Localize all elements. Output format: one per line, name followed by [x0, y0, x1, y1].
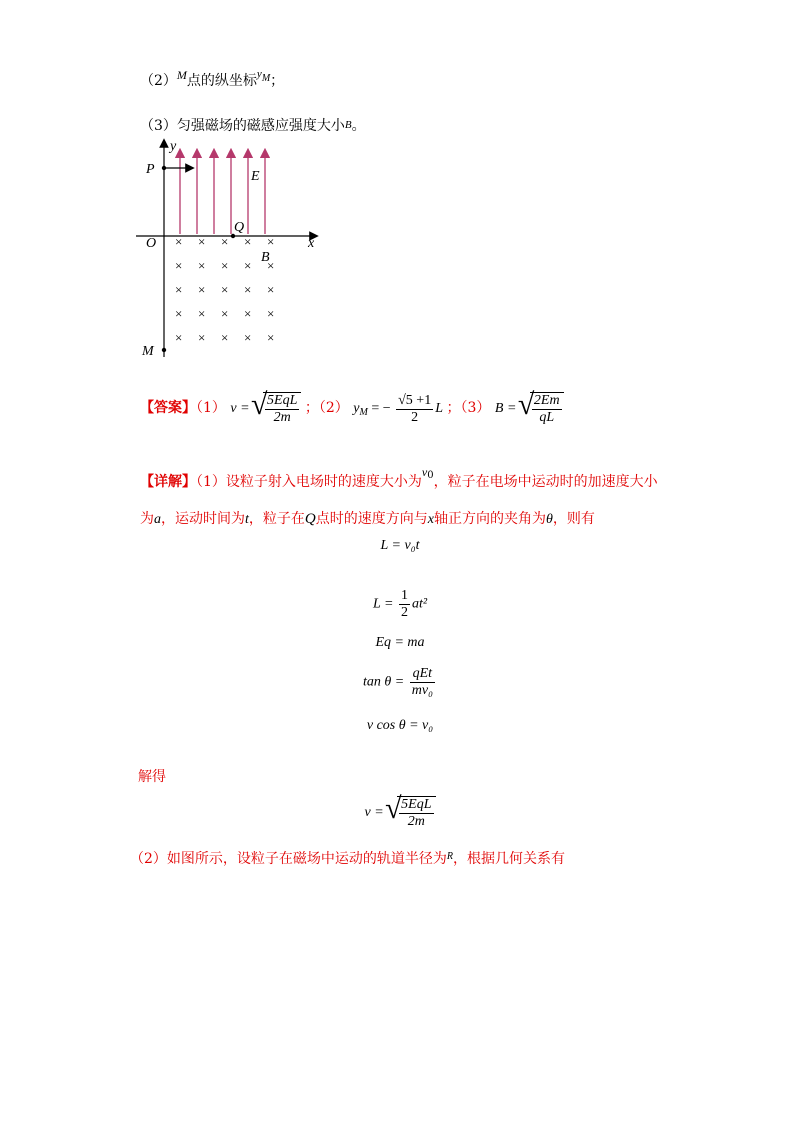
- part-2-line: （2）如图所示，设粒子在磁场中运动的轨道半径为$^R$，根据几何关系有: [130, 851, 566, 867]
- label-e: E: [251, 169, 260, 184]
- cross-mark: ×: [221, 306, 229, 321]
- point-p: [162, 166, 166, 170]
- equation-3: Eq = ma: [375, 635, 425, 650]
- question-3: （3）匀强磁场的磁感应强度大小B。: [140, 118, 366, 134]
- cross-mark: ×: [244, 330, 252, 345]
- question-2: （2）M点的纵坐标$^{yM}$；: [140, 68, 285, 89]
- cross-mark: ×: [198, 306, 206, 321]
- solve-label: 解得: [138, 769, 166, 785]
- cross-mark: ×: [244, 234, 252, 249]
- label-m: M: [142, 344, 154, 359]
- cross-mark: ×: [175, 258, 183, 273]
- answer-b: B = √ $\frac{2Em}{qL}$: [495, 401, 564, 416]
- cross-mark: ×: [175, 330, 183, 345]
- physics-diagram: [130, 135, 330, 365]
- label-o: O: [146, 236, 157, 251]
- cross-mark: ×: [175, 306, 183, 321]
- cross-mark: ×: [221, 330, 229, 345]
- cross-mark: ×: [198, 330, 206, 345]
- cross-mark: ×: [244, 306, 252, 321]
- detail-line-1: 【详解】（1）设粒子射入电场时的速度大小为$v^0$，粒子在电场中运动时的加速度大小: [140, 465, 658, 490]
- equation-1: L = v₀t: [380, 538, 420, 553]
- point-m: [162, 348, 166, 352]
- cross-mark: ×: [198, 258, 206, 273]
- cross-mark: ×: [221, 282, 229, 297]
- equation-4: tan θ = $\frac{\text{qEt}}{\text{mv₀}}$: [363, 666, 433, 698]
- magnetic-field-crosses: [175, 234, 274, 345]
- cross-mark: ×: [221, 234, 229, 249]
- cross-mark: ×: [244, 258, 252, 273]
- equation-2: L = $\frac{1}{2}$ at²: [372, 588, 428, 620]
- label-p: P: [146, 162, 155, 177]
- solve-equation: v = √ $\frac{\text{5EqL}}{2m}$: [0, 796, 800, 830]
- cross-mark: ×: [267, 330, 275, 345]
- answer-v: v = √ $\frac{\text{5EqL}}{2m}$: [230, 401, 305, 416]
- cross-mark: ×: [198, 282, 206, 297]
- answer-line: 【答案】（1） v = √ $\frac{\text{5EqL}}{2m}$ ；（2） $y_M$ = − $\frac{√5 +1}{2}$ L ；（3） B = √ $\frac{2Em}{qL}$: [140, 392, 564, 426]
- detail-line-2: 为a，运动时间为t，粒子在Q点时的速度方向与x轴正方向的夹角为θ，则有: [140, 511, 595, 527]
- cross-mark: ×: [244, 282, 252, 297]
- cross-mark: ×: [198, 234, 206, 249]
- cross-mark: ×: [175, 282, 183, 297]
- cross-mark: ×: [221, 258, 229, 273]
- cross-mark: ×: [175, 234, 183, 249]
- equation-5: v cos θ = v₀: [366, 718, 434, 733]
- cross-mark: ×: [267, 306, 275, 321]
- label-x: x: [308, 236, 315, 251]
- label-b: B: [261, 250, 270, 265]
- label-q: Q: [234, 220, 245, 235]
- electric-field-lines: [180, 153, 265, 234]
- answer-y: $y_M$ = − $\frac{√5 +1}{2}$ L: [353, 392, 444, 425]
- cross-mark: ×: [267, 282, 275, 297]
- cross-mark: ×: [267, 234, 275, 249]
- label-y: y: [170, 139, 177, 154]
- cross-mark: ×: [267, 258, 275, 273]
